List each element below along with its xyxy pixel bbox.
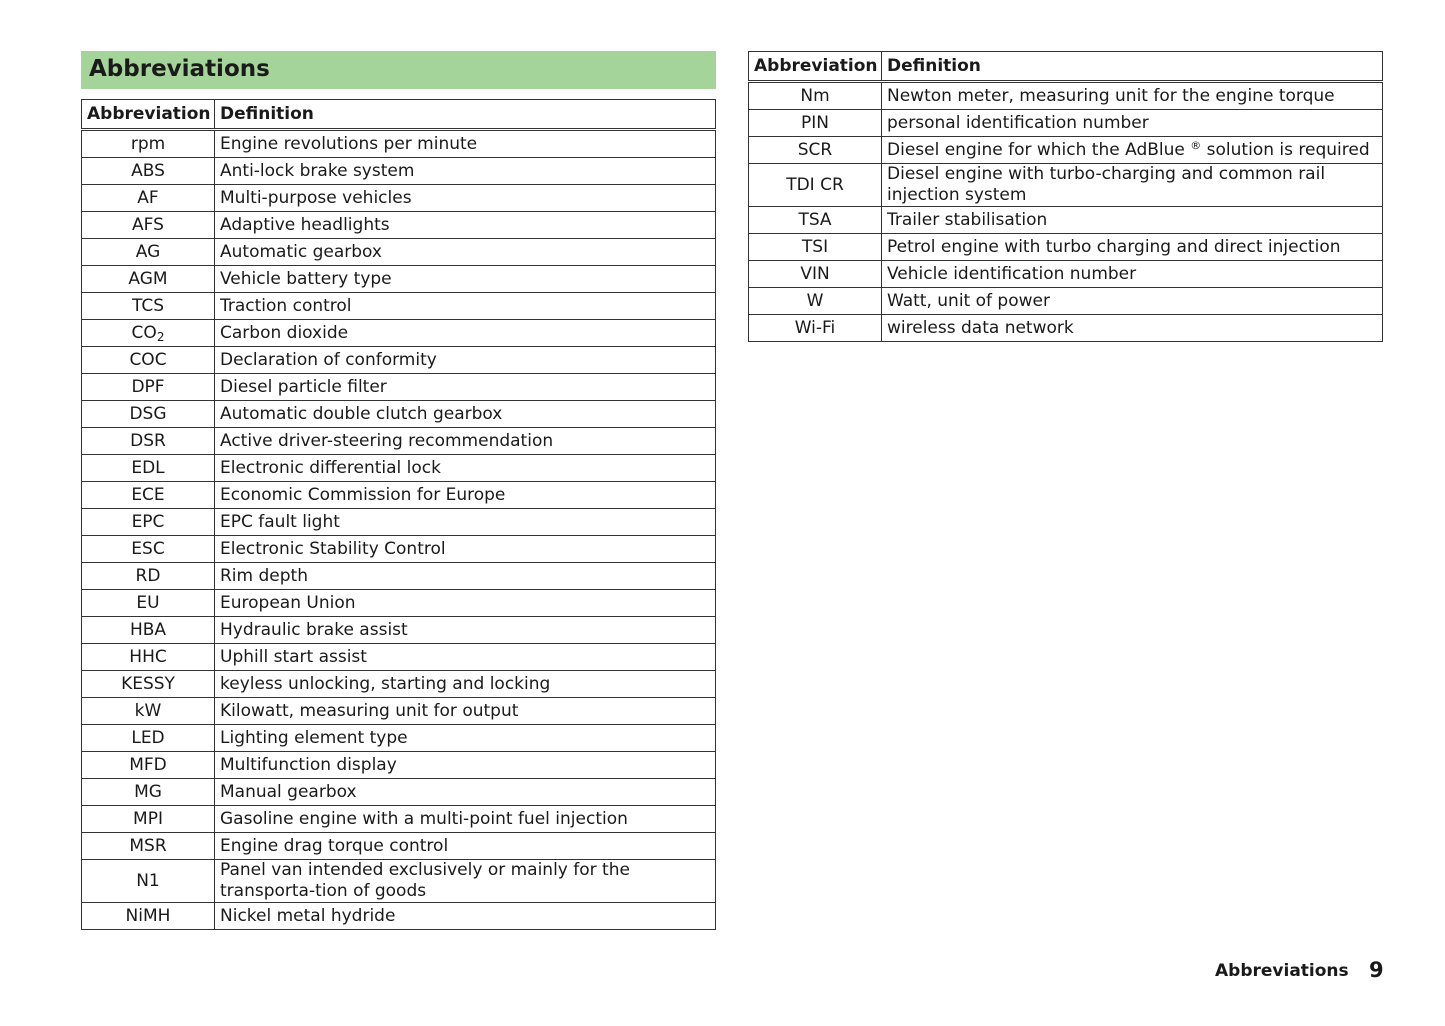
- abbreviation-cell: [82, 320, 215, 347]
- abbreviation-cell: ECE: [82, 482, 215, 509]
- abbreviation-cell: SCR: [749, 137, 882, 164]
- table-row: [749, 288, 1383, 315]
- definition-cell: EPC fault light: [215, 509, 716, 536]
- definition-cell: Multifunction display: [215, 752, 716, 779]
- table-row: [82, 401, 716, 428]
- table-row: [749, 137, 1383, 164]
- abbreviation-cell: VIN: [749, 261, 882, 288]
- definition-cell: Gasoline engine with a multi-point fuel injection: [215, 806, 716, 833]
- column-header-abbreviation: Abbreviation: [749, 52, 882, 82]
- table-row: [82, 617, 716, 644]
- table-row: [82, 590, 716, 617]
- table-row: [82, 347, 716, 374]
- table-row: [82, 671, 716, 698]
- table-row: [82, 644, 716, 671]
- definition-cell: Adaptive headlights: [215, 212, 716, 239]
- abbreviation-cell: COC: [82, 347, 215, 374]
- table-row: [82, 779, 716, 806]
- abbreviation-cell: DPF: [82, 374, 215, 401]
- table-row: [82, 833, 716, 860]
- table-row: [82, 563, 716, 590]
- definition-cell: Panel van intended exclusively or mainly for the transporta-tion of goods: [215, 860, 716, 903]
- abbreviation-cell: LED: [82, 725, 215, 752]
- abbreviation-co2-subscript: 2: [156, 329, 165, 344]
- abbreviations-table-left: [81, 99, 716, 930]
- abbreviation-cell: EPC: [82, 509, 215, 536]
- table-row: [749, 234, 1383, 261]
- definition-cell: Traction control: [215, 293, 716, 320]
- abbreviation-cell: ESC: [82, 536, 215, 563]
- definition-cell: Engine revolutions per minute: [215, 130, 716, 158]
- table-row: [82, 536, 716, 563]
- abbreviation-cell: DSG: [82, 401, 215, 428]
- column-header-abbreviation: Abbreviation: [82, 100, 215, 130]
- definition-cell: Vehicle battery type: [215, 266, 716, 293]
- definition-cell: Newton meter, measuring unit for the engine torque: [882, 82, 1383, 110]
- definition-cell: Declaration of conformity: [215, 347, 716, 374]
- definition-cell: keyless unlocking, starting and locking: [215, 671, 716, 698]
- abbreviation-cell: RD: [82, 563, 215, 590]
- section-title: Abbreviations: [89, 56, 270, 82]
- table-row: [82, 860, 716, 903]
- definition-cell: Active driver-steering recommendation: [215, 428, 716, 455]
- abbreviation-cell: TSI: [749, 234, 882, 261]
- definition-cell: wireless data network: [882, 315, 1383, 342]
- table-row: [749, 207, 1383, 234]
- abbreviation-cell: TDI CR: [749, 164, 882, 207]
- table-row: [82, 239, 716, 266]
- abbreviation-cell: KESSY: [82, 671, 215, 698]
- abbreviation-cell: AG: [82, 239, 215, 266]
- abbreviation-cell: N1: [82, 860, 215, 903]
- table-row: [82, 428, 716, 455]
- table-row: [82, 185, 716, 212]
- table-row: [749, 110, 1383, 137]
- table-row: [82, 509, 716, 536]
- section-heading: [81, 51, 716, 89]
- definition-cell: Kilowatt, measuring unit for output: [215, 698, 716, 725]
- abbreviations-table-right: [748, 51, 1383, 342]
- abbreviation-cell: AFS: [82, 212, 215, 239]
- definition-cell: Electronic Stability Control: [215, 536, 716, 563]
- table-row: [82, 455, 716, 482]
- table-row: [82, 374, 716, 401]
- definition-cell: Automatic gearbox: [215, 239, 716, 266]
- abbreviation-cell: MFD: [82, 752, 215, 779]
- table-row: [82, 752, 716, 779]
- definition-cell: Diesel particle filter: [215, 374, 716, 401]
- definition-cell: [882, 137, 1383, 164]
- abbreviation-cell: AGM: [82, 266, 215, 293]
- abbreviation-cell: EU: [82, 590, 215, 617]
- definition-text-after: solution is required: [1206, 139, 1370, 160]
- definition-cell: Engine drag torque control: [215, 833, 716, 860]
- column-header-definition: Definition: [215, 100, 716, 130]
- definition-cell: personal identification number: [882, 110, 1383, 137]
- footer-section-label: Abbreviations: [1215, 961, 1349, 981]
- abbreviation-cell: kW: [82, 698, 215, 725]
- definition-cell: Rim depth: [215, 563, 716, 590]
- abbreviation-cell: PIN: [749, 110, 882, 137]
- abbreviation-cell: MSR: [82, 833, 215, 860]
- table-row: [82, 293, 716, 320]
- abbreviation-cell: MG: [82, 779, 215, 806]
- definition-cell: Electronic differential lock: [215, 455, 716, 482]
- definition-cell: Hydraulic brake assist: [215, 617, 716, 644]
- table-row: [82, 903, 716, 930]
- table-row: [749, 315, 1383, 342]
- table-header-row: [82, 100, 716, 130]
- abbreviation-cell: MPI: [82, 806, 215, 833]
- abbreviation-cell: EDL: [82, 455, 215, 482]
- table-row: [82, 320, 716, 347]
- definition-cell: Diesel engine with turbo-charging and common rail injection system: [882, 164, 1383, 207]
- table-row: [749, 164, 1383, 207]
- abbreviation-cell: DSR: [82, 428, 215, 455]
- definition-cell: European Union: [215, 590, 716, 617]
- abbreviation-cell: rpm: [82, 130, 215, 158]
- abbreviation-cell: TCS: [82, 293, 215, 320]
- table-row: [749, 261, 1383, 288]
- page-number: 9: [1369, 958, 1384, 982]
- definition-cell: Watt, unit of power: [882, 288, 1383, 315]
- definition-cell: Automatic double clutch gearbox: [215, 401, 716, 428]
- abbreviation-cell: AF: [82, 185, 215, 212]
- column-header-definition: Definition: [882, 52, 1383, 82]
- definition-cell: Economic Commission for Europe: [215, 482, 716, 509]
- registered-mark: ®: [1190, 138, 1202, 152]
- table-row: [82, 212, 716, 239]
- definition-cell: Nickel metal hydride: [215, 903, 716, 930]
- table-row: [82, 130, 716, 158]
- table-row: [82, 698, 716, 725]
- definition-cell: Manual gearbox: [215, 779, 716, 806]
- abbreviation-co2-main: CO: [131, 322, 157, 343]
- definition-cell: Trailer stabilisation: [882, 207, 1383, 234]
- abbreviation-cell: HBA: [82, 617, 215, 644]
- abbreviation-cell: TSA: [749, 207, 882, 234]
- table-row: [82, 806, 716, 833]
- abbreviation-cell: Wi-Fi: [749, 315, 882, 342]
- table-header-row: [749, 52, 1383, 82]
- abbreviation-cell: Nm: [749, 82, 882, 110]
- abbreviation-cell: NiMH: [82, 903, 215, 930]
- table-row: [82, 158, 716, 185]
- table-row: [82, 482, 716, 509]
- definition-cell: Carbon dioxide: [215, 320, 716, 347]
- definition-text-before: Diesel engine for which the AdBlue: [887, 139, 1185, 160]
- definition-cell: Lighting element type: [215, 725, 716, 752]
- definition-cell: Petrol engine with turbo charging and direct injection: [882, 234, 1383, 261]
- table-row: [749, 82, 1383, 110]
- definition-cell: Anti-lock brake system: [215, 158, 716, 185]
- definition-cell: Uphill start assist: [215, 644, 716, 671]
- table-row: [82, 266, 716, 293]
- definition-cell: Vehicle identification number: [882, 261, 1383, 288]
- definition-cell: Multi-purpose vehicles: [215, 185, 716, 212]
- abbreviation-cell: ABS: [82, 158, 215, 185]
- abbreviation-cell: HHC: [82, 644, 215, 671]
- table-row: [82, 725, 716, 752]
- abbreviation-cell: W: [749, 288, 882, 315]
